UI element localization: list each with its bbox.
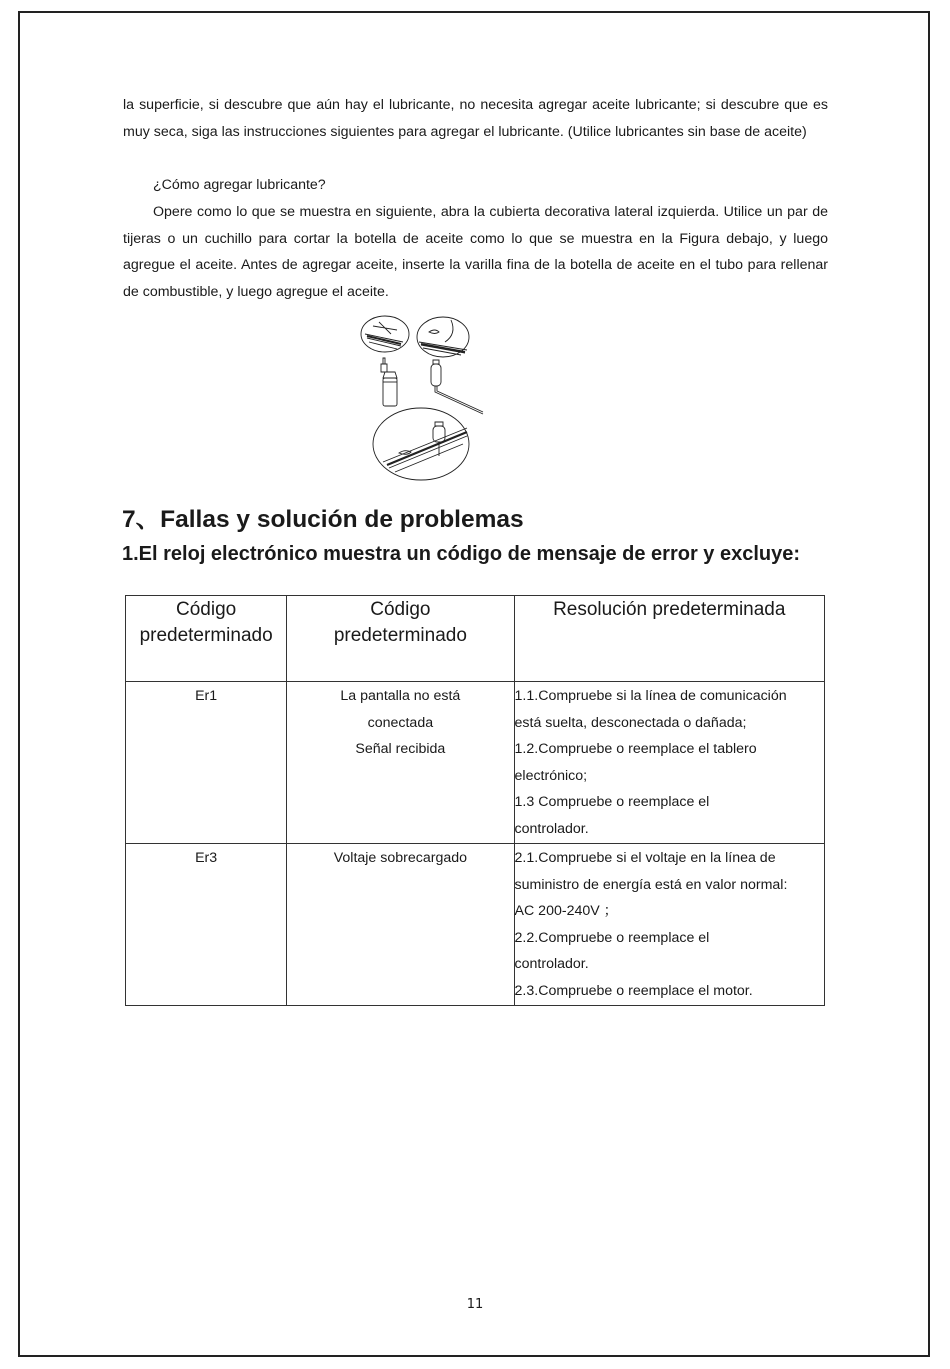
table-row	[126, 844, 825, 1006]
error-code-table	[125, 595, 825, 1006]
body-paragraph-3: Opere como lo que se muestra en siguiente, abra la cubierta decorativa lateral izquierda. Utilice un par de tijeras o un cuchillo para cortar la botella de aceite como lo que se muestra en la Figura debajo, y luego agregue el aceite. Antes de agregar aceite, inserte la varilla fina de la botella de aceite en el tubo para rellenar de combustible, y luego agregue el aceite.	[123, 204, 828, 300]
error-code-cell: Er1	[126, 682, 287, 844]
header-code: Código predeterminado	[126, 596, 287, 682]
error-resolution-cell: 2.1.Compruebe si el voltaje en la línea de suministro de energía está en valor normal: AC 200-240V ； 2.2.Compruebe o reemplace el controlador. 2.3.Compruebe o reemplace el motor.	[514, 844, 824, 1006]
error-description-cell: Voltaje sobrecargado	[287, 844, 514, 1006]
header-resolution: Resolución predeterminada	[514, 596, 824, 682]
body-paragraph-1: la superficie, si descubre que aún hay el lubricante, no necesita agregar aceite lubricante; si descubre que es muy seca, siga las instrucciones siguientes para agregar el lubricante. (Utilice lubricantes sin base de aceite)	[123, 97, 828, 140]
page-number: 11	[466, 1297, 484, 1312]
error-resolution-cell: 1.1.Compruebe si la línea de comunicación está suelta, desconectada o dañada; 1.2.Compruebe o reemplace el tablero electrónico; 1.3 Compruebe o reemplace el controlador.	[514, 682, 824, 844]
body-paragraph-2: ¿Cómo agregar lubricante?	[153, 177, 326, 193]
table-header-row	[126, 596, 825, 682]
refill-detail-circle	[373, 408, 469, 480]
belt-detail-circle-left	[361, 316, 409, 352]
header-description: Código predeterminado	[287, 596, 514, 682]
error-description-cell: La pantalla no está conectada Señal recibida	[287, 682, 514, 844]
section-subheading: 1.El reloj electrónico muestra un código de mensaje de error y excluye:	[122, 543, 801, 565]
table-row	[126, 682, 825, 844]
section-heading: 7、Fallas y solución de problemas	[122, 506, 524, 533]
lubricant-figure	[355, 312, 495, 484]
error-code-cell: Er3	[126, 844, 287, 1006]
